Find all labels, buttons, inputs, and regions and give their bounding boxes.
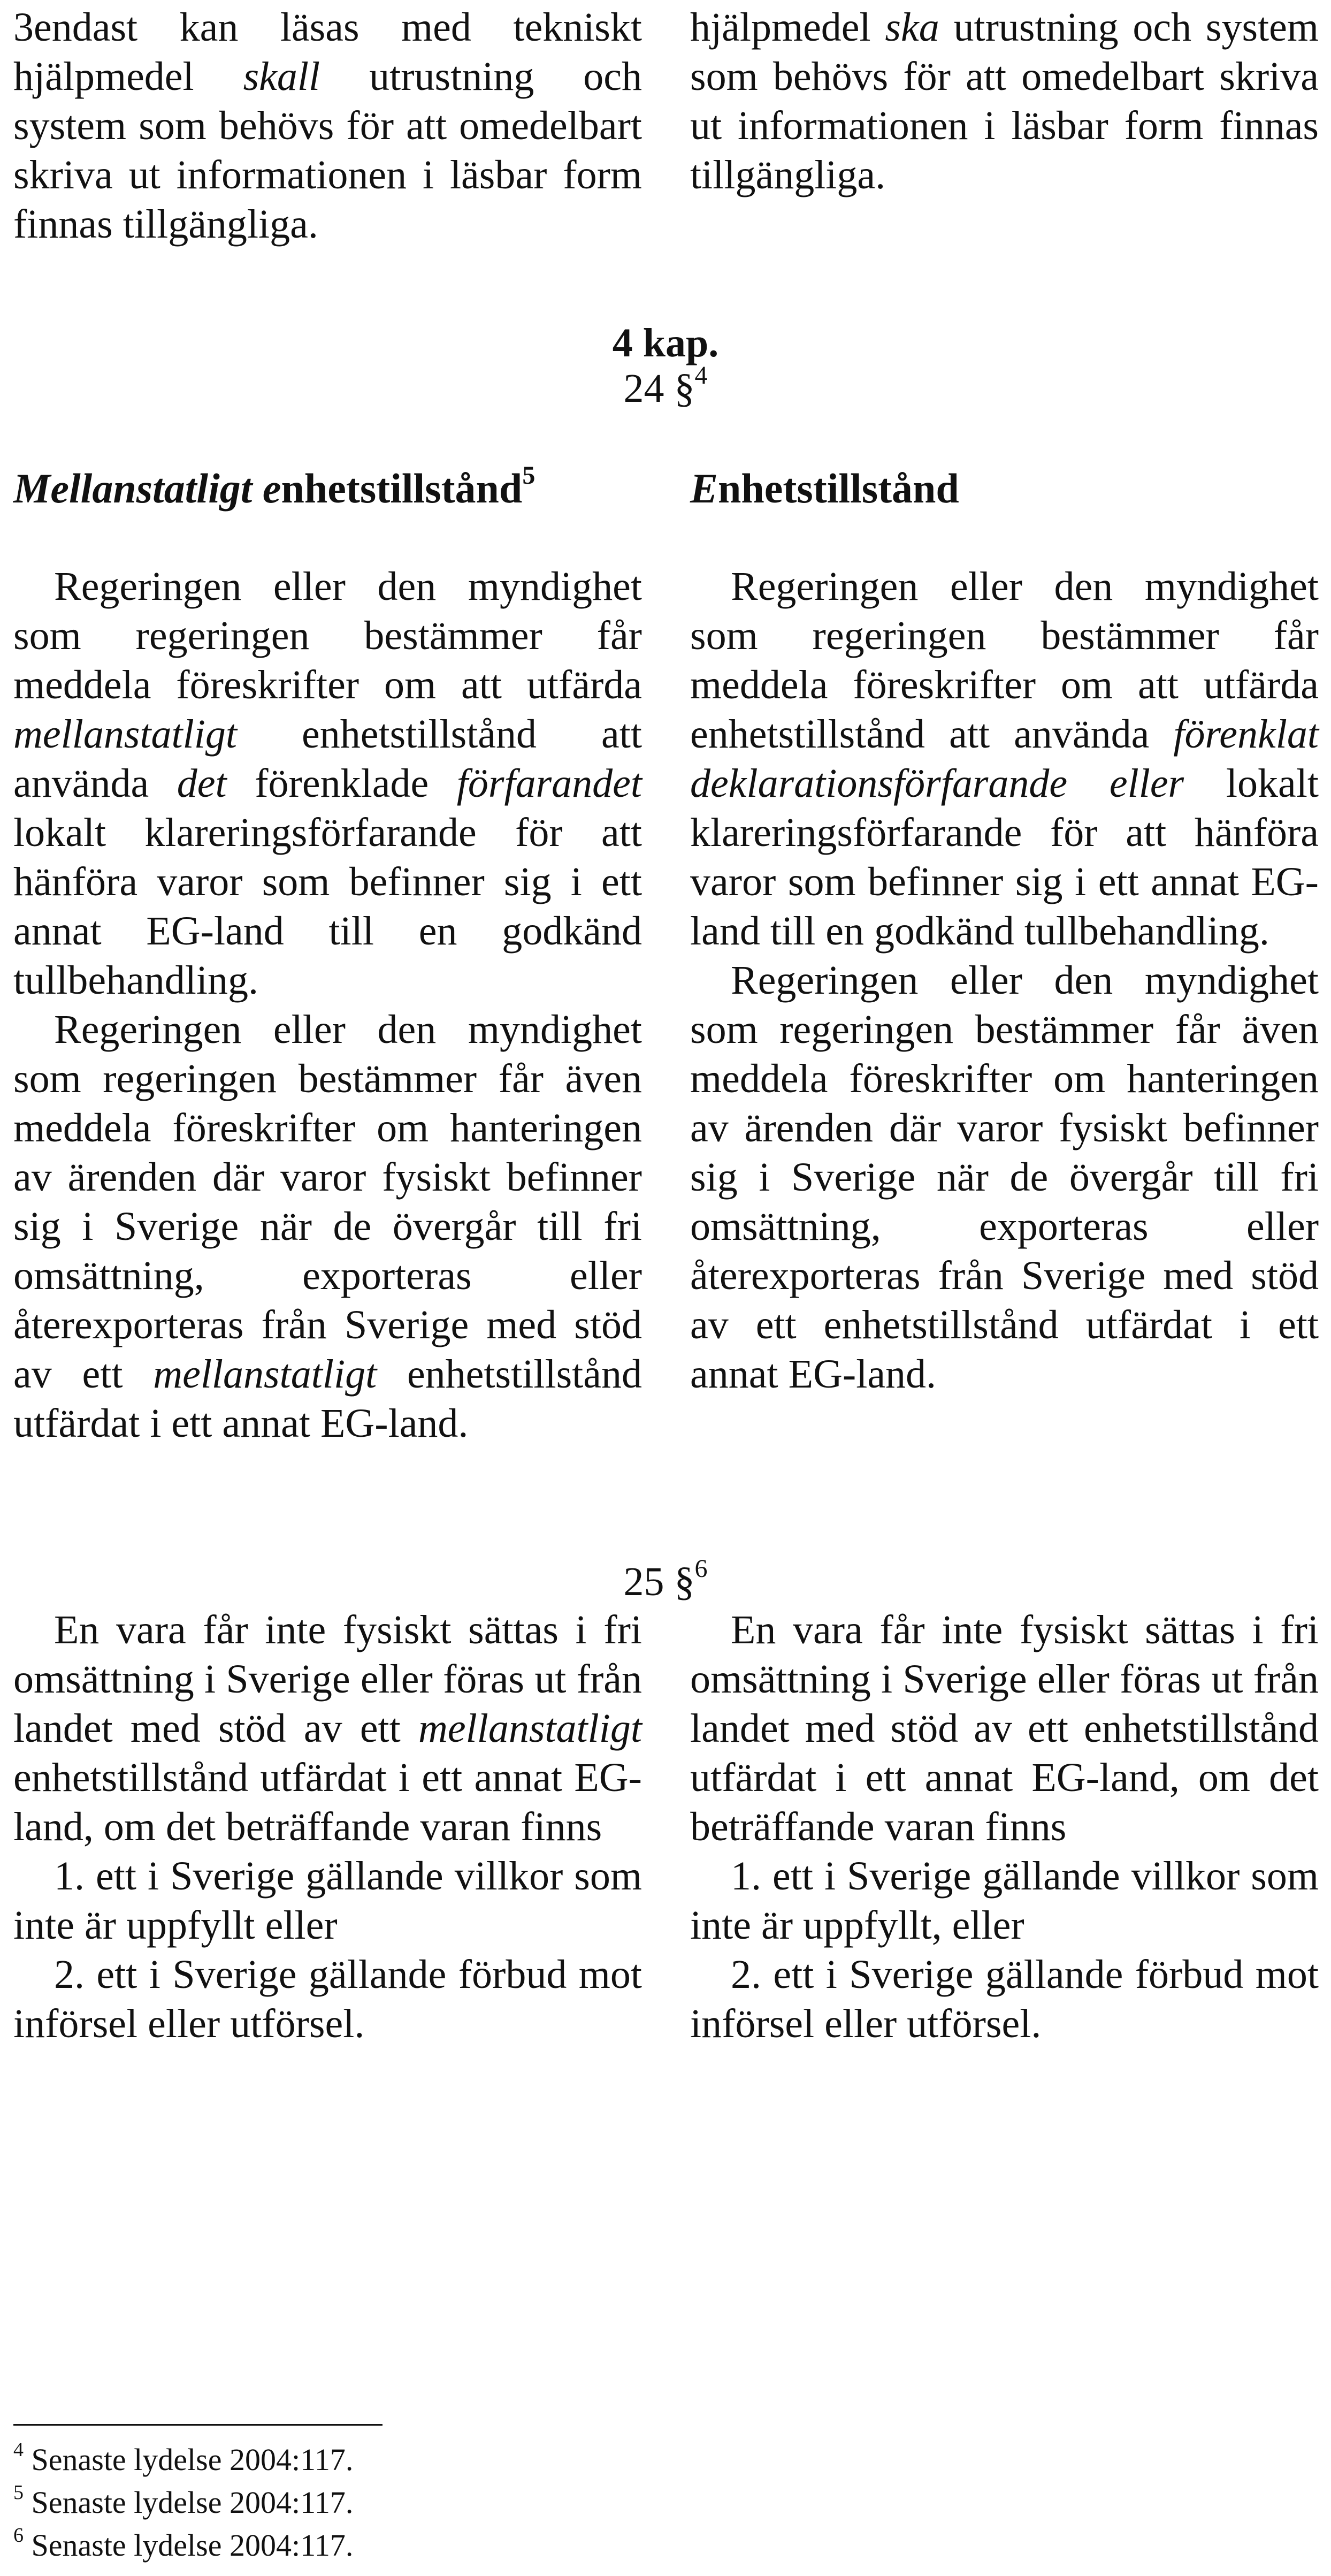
footnote: $^4$ Senaste lydelse 2004:117. bbox=[13, 2438, 354, 2477]
paragraph: Regeringen eller den myndighet som regeringen bestämmer får även meddela föreskrifter om hanteringen av ärenden där varor fysiskt befinner sig i Sverige när de övergår till fri omsättning, exporteras eller återexporteras från Sverige med stöd av ett mellanstatligt enhetstillstånd utfärdat i ett annat EG-land. bbox=[13, 1007, 642, 1446]
section-24-heading: 24 §$^4$ bbox=[623, 361, 708, 411]
paragraph: Regeringen eller den myndighet som regeringen bestämmer får meddela föreskrifter om att utfärda mellanstatligt enhetstillstånd att använda det förenklade förfarandet lokalt klareringsförfarande för att hänföra varor som befinner sig i ett annat EG-land till en godkänd tullbehandling. bbox=[13, 564, 642, 1003]
heading-right: Enhetstillstånd bbox=[690, 465, 959, 512]
s25-left-column bbox=[13, 1605, 642, 2048]
chapter-title: 4 kap. bbox=[612, 321, 719, 365]
s24-left-column bbox=[13, 562, 642, 1448]
paragraph: Regeringen eller den myndighet som regeringen bestämmer får meddela föreskrifter om att utfärda enhetstillstånd att använda förenklat deklarationsförfarande eller lokalt klareringsförfarande för att hänföra varor som befinner sig i ett annat EG-land till en godkänd tullbehandling. bbox=[690, 564, 1319, 954]
top-right-text bbox=[690, 3, 1319, 200]
list-item: 1. ett i Sverige gällande villkor som inte är uppfyllt, eller bbox=[690, 1854, 1319, 1948]
paragraph: hjälpmedel ska utrustning och system som behövs för att omedelbart skriva ut informationen i läsbar form finnas tillgängliga. bbox=[690, 5, 1319, 197]
s25-right-column bbox=[690, 1605, 1319, 2048]
paragraph: En vara får inte fysiskt sättas i fri omsättning i Sverige eller föras ut från landet med stöd av ett mellanstatligt enhetstillstånd utfärdat i ett annat EG-land, om det beträffande varan finns bbox=[13, 1607, 642, 1849]
list-item: 2. ett i Sverige gällande förbud mot införsel eller utförsel. bbox=[690, 1952, 1319, 2046]
list-item: 1. ett i Sverige gällande villkor som inte är uppfyllt eller bbox=[13, 1854, 642, 1948]
s24-right-column bbox=[690, 562, 1319, 1399]
paragraph: En vara får inte fysiskt sättas i fri omsättning i Sverige eller föras ut från landet med stöd av ett enhetstillstånd utfärdat i ett annat EG-land, om det beträffande varan finns bbox=[690, 1607, 1319, 1849]
footnote-divider bbox=[13, 2424, 383, 2426]
paragraph: Regeringen eller den myndighet som regeringen bestämmer får även meddela föreskrifter om hanteringen av ärenden där varor fysiskt befinner sig i Sverige när de övergår till fri omsättning, exporteras eller återexporteras från Sverige med stöd av ett enhetstillstånd utfärdat i ett annat EG-land. bbox=[690, 958, 1319, 1397]
top-left-text bbox=[13, 3, 642, 249]
section-25-heading: 25 §$^6$ bbox=[623, 1554, 708, 1604]
paragraph: 3endast kan läsas med tekniskt hjälpmedel skall utrustning och system som behövs för att omedelbart skriva ut informationen i läsbar form finnas tillgängliga. bbox=[13, 5, 642, 247]
footnote: $^6$ Senaste lydelse 2004:117. bbox=[13, 2524, 354, 2563]
heading-left: Mellanstatligt enhetstillstånd$^5$ bbox=[13, 461, 536, 512]
list-item: 2. ett i Sverige gällande förbud mot införsel eller utförsel. bbox=[13, 1952, 642, 2046]
footnote: $^5$ Senaste lydelse 2004:117. bbox=[13, 2481, 354, 2520]
